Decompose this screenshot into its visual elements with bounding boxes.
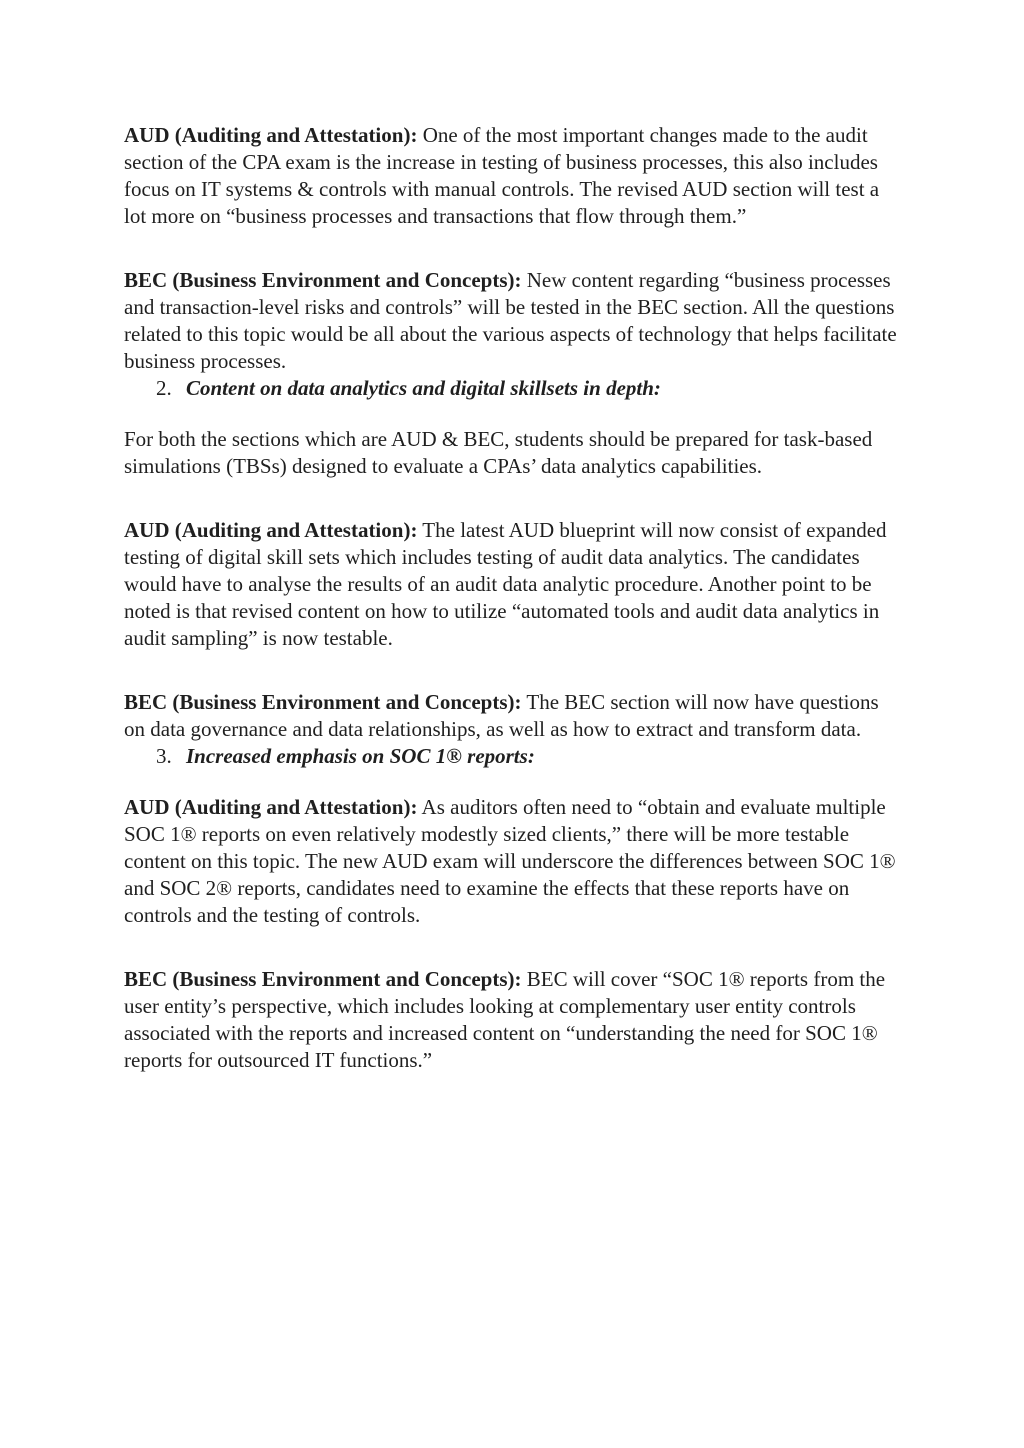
list-number: 2. <box>156 376 172 400</box>
aud-paragraph-business-processes <box>124 122 904 230</box>
bec-body: BEC will cover “SOC 1® reports from the user entity’s perspective, which includes looking at complementary user entity controls associated with the reports and increased content on “understanding the need for SOC 1® reports for outsourced IT functions.” <box>124 967 886 1072</box>
section-heading-soc-reports <box>124 743 904 770</box>
bec-body: New content regarding “business processes and transaction-level risks and controls” will be tested in the BEC section. All the questions related to this topic would be all about the various aspects of technology that helps facilitate business processes. <box>124 268 897 373</box>
bec-paragraph-soc-reports <box>124 966 904 1074</box>
aud-body: One of the most important changes made to the audit section of the CPA exam is the increase in testing of business processes, this also includes focus on IT systems & controls with manual controls. The revised AUD section will test a lot more on “business processes and transactions that flow through them.” <box>124 123 880 228</box>
section-heading-data-analytics <box>124 375 904 402</box>
list-number: 3. <box>156 744 172 768</box>
bec-lead: BEC (Business Environment and Concepts): <box>124 967 522 991</box>
intro-body: For both the sections which are AUD & BEC, students should be prepared for task-based simulations (TBSs) designed to evaluate a CPAs’ data analytics capabilities. <box>124 427 873 478</box>
bec-paragraph-data-analytics <box>124 689 904 743</box>
document-page <box>124 122 904 1074</box>
aud-lead: AUD (Auditing and Attestation): <box>124 123 418 147</box>
bec-body: The BEC section will now have questions on data governance and data relationships, as well as how to extract and transform data. <box>124 690 879 741</box>
aud-paragraph-soc-reports <box>124 794 904 929</box>
intro-paragraph-data-analytics <box>124 426 904 480</box>
bec-paragraph-business-processes <box>124 267 904 375</box>
aud-paragraph-data-analytics <box>124 517 904 652</box>
bec-lead: BEC (Business Environment and Concepts): <box>124 268 522 292</box>
bec-lead: BEC (Business Environment and Concepts): <box>124 690 522 714</box>
aud-body: The latest AUD blueprint will now consist of expanded testing of digital skill sets which includes testing of audit data analytics. The candidates would have to analyse the results of an audit data analytic procedure. Another point to be noted is that revised content on how to utilize “automated tools and audit data analytics in audit sampling” is now testable. <box>124 518 887 650</box>
aud-lead: AUD (Auditing and Attestation): <box>124 795 418 819</box>
aud-lead: AUD (Auditing and Attestation): <box>124 518 418 542</box>
heading-text: Content on data analytics and digital skillsets in depth: <box>186 376 661 400</box>
aud-body: As auditors often need to “obtain and evaluate multiple SOC 1® reports on even relatively modestly sized clients,” there will be more testable content on this topic. The new AUD exam will underscore the differences between SOC 1® and SOC 2® reports, candidates need to examine the effects that these reports have on controls and the testing of controls. <box>124 795 896 927</box>
heading-text: Increased emphasis on SOC 1® reports: <box>186 744 535 768</box>
